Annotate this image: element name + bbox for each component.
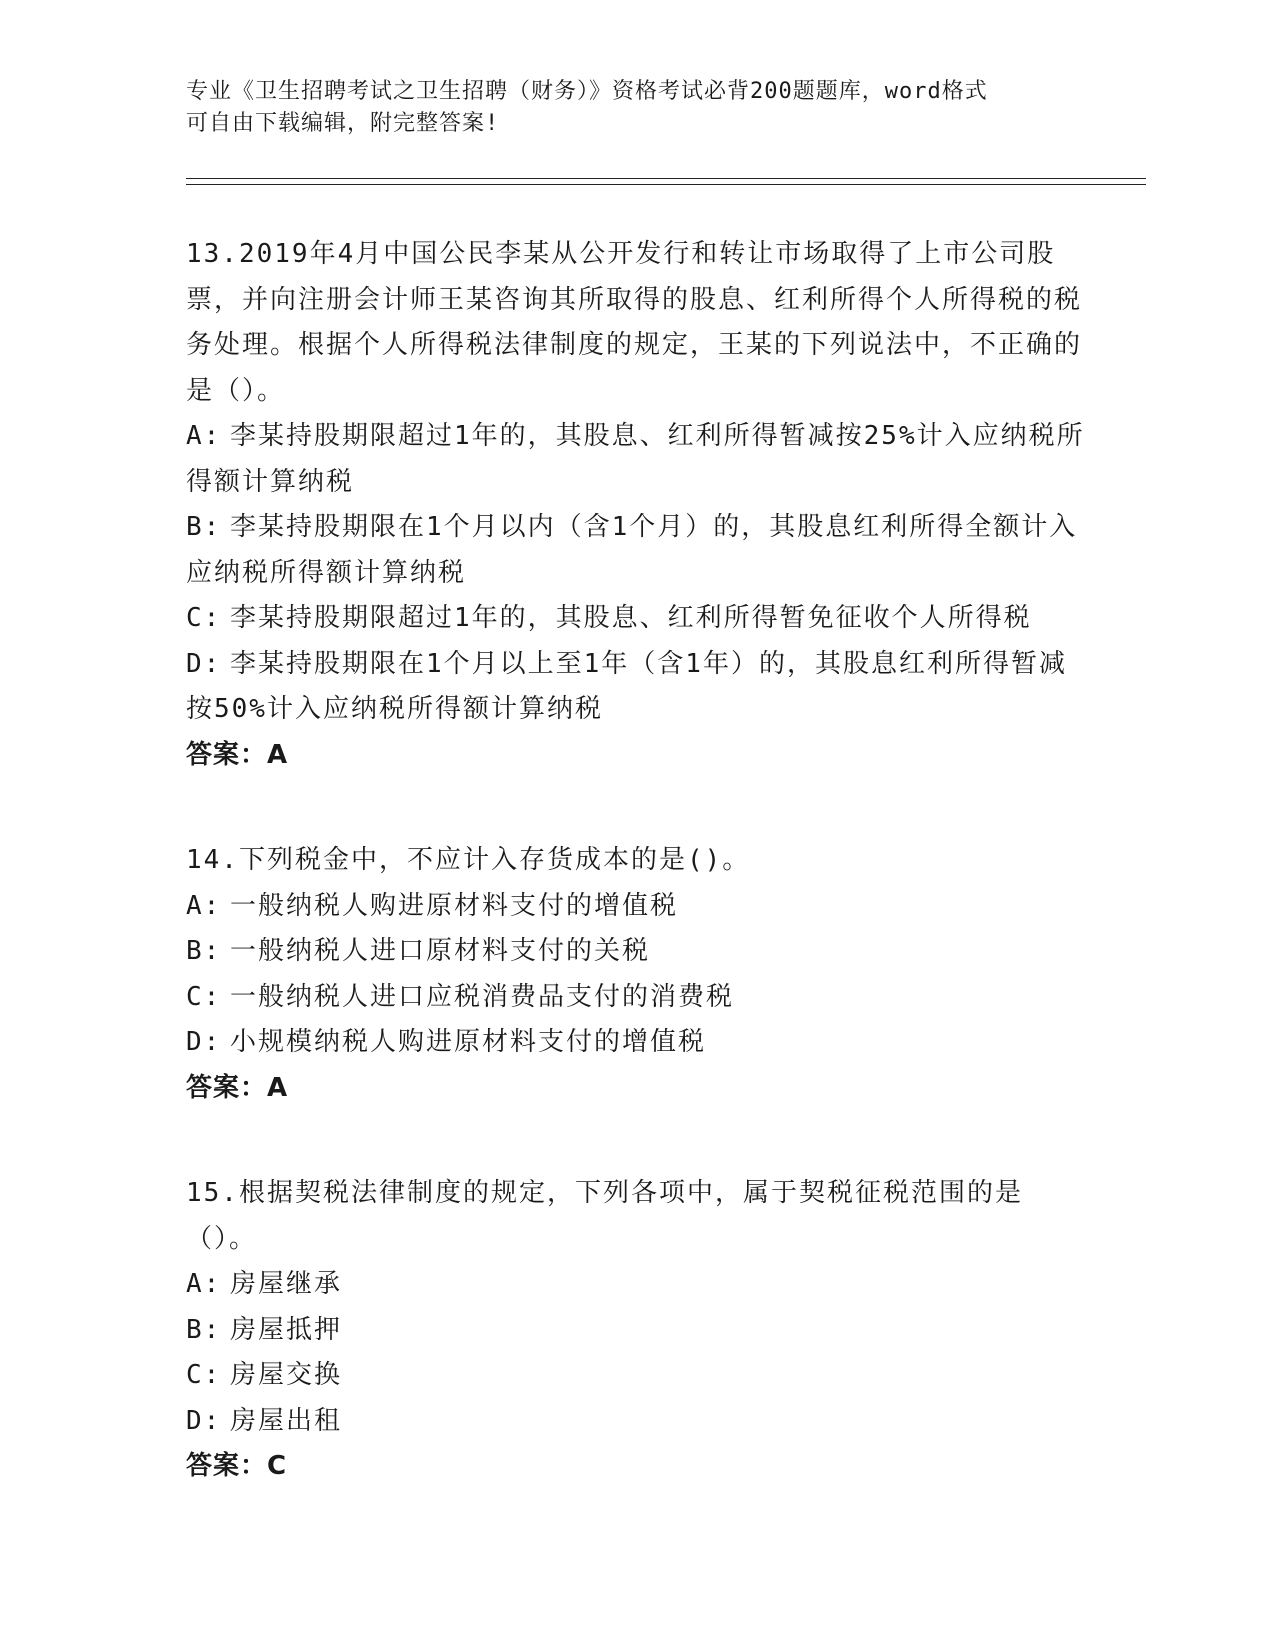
option-text: 李某持股期限超过1年的，其股息、红利所得暂免征收个人所得税 (230, 603, 1032, 633)
option-letter: A: (186, 421, 222, 451)
question-stem: 14.下列税金中，不应计入存货成本的是()。 (186, 845, 751, 875)
option-b (186, 929, 1086, 975)
option-letter: B: (186, 512, 222, 542)
option-text: 一般纳税人进口原材料支付的关税 (230, 936, 651, 966)
option-text: 房屋交换 (230, 1360, 343, 1390)
option-c (186, 1353, 1086, 1399)
option-d (186, 642, 1086, 733)
option-text: 房屋继承 (230, 1269, 343, 1299)
option-d (186, 1020, 1086, 1066)
option-text: 一般纳税人进口应税消费品支付的消费税 (230, 981, 735, 1012)
question-stem: 13.2019年4月中国公民李某从公开发行和转让市场取得了上市公司股票，并向注册会计师王某咨询其所取得的股息、红利所得个人所得税的税务处理。根据个人所得税法律制度的规定，王某的下列说法中，不正确的是（）。 (186, 239, 1083, 406)
option-text: 房屋抵押 (230, 1314, 343, 1345)
option-letter: D: (186, 1027, 222, 1057)
option-a (186, 884, 1086, 930)
option-b (186, 1308, 1086, 1354)
option-b (186, 505, 1086, 596)
option-letter: B: (186, 1314, 222, 1345)
option-letter: C: (186, 1360, 222, 1390)
option-text: 李某持股期限在1个月以上至1年（含1年）的，其股息红利所得暂减按50%计入应纳税所得额计算纳税 (186, 648, 1067, 724)
option-letter: C: (186, 603, 222, 633)
option-letter: D: (186, 648, 222, 679)
option-c (186, 596, 1086, 642)
option-a (186, 1262, 1086, 1308)
question-14 (186, 838, 1086, 1111)
answer-line: 答案：A (186, 739, 289, 770)
option-text: 李某持股期限超过1年的，其股息、红利所得暂减按25%计入应纳税所得额计算纳税 (186, 421, 1085, 497)
option-text: 房屋出租 (230, 1405, 343, 1436)
question-list (186, 232, 1086, 1550)
option-letter: D: (186, 1405, 222, 1436)
question-13 (186, 232, 1086, 778)
answer-line: 答案：C (186, 1451, 288, 1481)
option-text: 李某持股期限在1个月以内（含1个月）的，其股息红利所得全额计入应纳税所得额计算纳税 (186, 512, 1078, 588)
option-letter: B: (186, 936, 222, 966)
option-c (186, 975, 1086, 1021)
option-letter: C: (186, 981, 222, 1012)
option-text: 小规模纳税人购进原材料支付的增值税 (230, 1027, 707, 1057)
document-header (186, 76, 1066, 140)
header-double-rule (186, 178, 1146, 185)
option-letter: A: (186, 890, 222, 921)
option-letter: A: (186, 1269, 222, 1299)
question-15 (186, 1171, 1086, 1490)
header-line-2: 可自由下载编辑，附完整答案! (186, 111, 500, 136)
option-d (186, 1399, 1086, 1445)
option-text: 一般纳税人购进原材料支付的增值税 (230, 890, 679, 921)
option-a (186, 414, 1086, 505)
answer-line: 答案：A (186, 1072, 289, 1103)
header-line-1: 专业《卫生招聘考试之卫生招聘（财务）》资格考试必背200题题库，word格式 (186, 79, 988, 104)
question-stem: 15.根据契税法律制度的规定，下列各项中，属于契税征税范围的是（）。 (186, 1178, 1023, 1254)
